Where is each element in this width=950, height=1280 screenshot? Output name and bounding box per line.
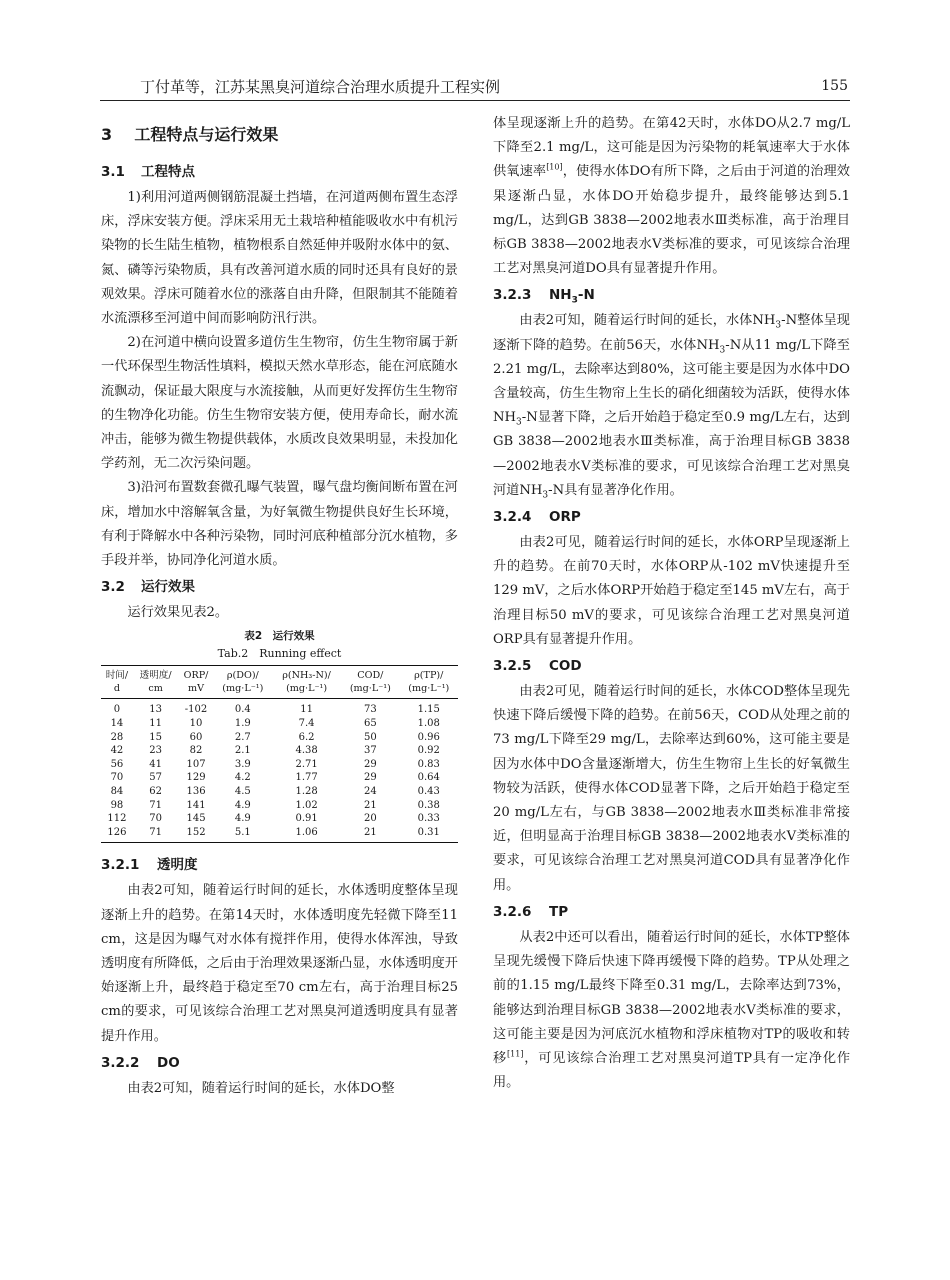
paragraph xyxy=(493,926,850,1095)
table-row xyxy=(101,717,458,731)
table-cell: 13 xyxy=(149,704,162,716)
table-cell: 2.1 xyxy=(234,745,251,757)
citation: [11] xyxy=(507,1049,524,1059)
table-cell: 4.5 xyxy=(234,786,251,798)
paragraph: 由表2可知，随着运行时间的延长，水体DO整 xyxy=(127,1080,395,1096)
paragraph xyxy=(493,112,850,281)
subsection-heading xyxy=(101,853,458,877)
table-cell: 28 xyxy=(110,731,124,743)
table-cell: 1.02 xyxy=(295,799,318,811)
table-cell: 71 xyxy=(149,799,162,811)
table-cell: 1.06 xyxy=(295,826,318,838)
citation: [10] xyxy=(546,163,563,173)
running-title: 丁付革等，江苏某黑臭河道综合治理水质提升工程实例 xyxy=(140,78,501,96)
column-header-line: 时间/ xyxy=(105,670,129,682)
subsection-number: 3.2.1 xyxy=(101,857,140,874)
subsection-heading xyxy=(101,160,458,184)
table-row xyxy=(101,758,458,772)
table-cell: 126 xyxy=(107,826,127,838)
table-cell: 98 xyxy=(110,799,124,811)
table-cell: 84 xyxy=(110,786,124,798)
table-cell: 29 xyxy=(363,758,377,770)
table-cell: 5.1 xyxy=(234,826,251,838)
table-cell: 41 xyxy=(149,758,162,770)
table-header-row xyxy=(101,666,458,699)
paragraph: 1)利用河道两侧钢筋混凝土挡墙，在河道两侧布置生态浮床，浮床安装方便。浮床采用无土栽培种植能吸收水中有机污染物的长生陆生植物，植物根系自然延伸并吸附水体中的氨、氮、磷等污染物质，具有改善河道水质的同时还具有良好的景观效果。浮床可随着水位的涨落自由升降，但限制其不能随着水流漂移至河道中间而影响防汛行洪。 xyxy=(101,190,458,327)
table-cell: 37 xyxy=(363,745,377,757)
table-cell: 65 xyxy=(363,718,377,730)
table-cell: 0.33 xyxy=(417,813,440,825)
table-row xyxy=(101,744,458,758)
right-column xyxy=(493,112,850,1095)
table-row xyxy=(101,826,458,843)
table-cell: 20 xyxy=(363,813,377,825)
table-cell: 0 xyxy=(113,704,121,716)
table-cell: 62 xyxy=(149,786,162,798)
text-run: -N从11 mg/L下降至2.21 mg/L，去除率达到80%，这可能主要是因为水体中DO含量较高，仿生生物帘上生长的硝化细菌较为活跃，使得水体NH xyxy=(493,337,850,426)
subsection-number: 3.2.5 xyxy=(493,658,532,675)
subsection-heading xyxy=(493,900,850,924)
subsection-title: 运行效果 xyxy=(141,579,195,596)
table-cell: 57 xyxy=(149,772,162,784)
text-run: -N xyxy=(577,287,595,304)
table-cell: 73 xyxy=(363,704,377,716)
table-cell: 29 xyxy=(363,772,377,784)
text-run: 由表2可知，随着运行时间的延长，水体NH xyxy=(519,313,776,329)
column-header xyxy=(272,666,341,699)
subsection-heading xyxy=(493,283,850,307)
column-header-line: (mg·L⁻¹) xyxy=(222,683,264,695)
subsection-heading xyxy=(101,575,458,599)
table-cell: 0.43 xyxy=(417,786,440,798)
column-header xyxy=(133,666,179,699)
table-cell: 129 xyxy=(186,772,206,784)
column-header-line: ρ(DO)/ xyxy=(226,670,259,682)
table-cell: 1.28 xyxy=(295,786,318,798)
subsection-heading xyxy=(101,1051,458,1075)
paragraph: 2)在河道中横向设置多道仿生生物帘，仿生生物帘属于新一代环保型生物活性填料，模拟天然水草形态，能在河底随水流飘动，保证最大限度与水流接触，从而更好发挥仿生生物帘的生物净化功能。仿生生物帘安装方便，使用寿命长，耐水流冲击，能够为微生物提供载体，水质改良效果明显，未投加化学药剂，无二次污染问题。 xyxy=(101,335,458,472)
table-cell: 1.9 xyxy=(234,718,251,730)
table-cell: 112 xyxy=(107,813,127,825)
column-header xyxy=(101,666,133,699)
table-body xyxy=(101,699,458,843)
running-effect-table xyxy=(101,665,458,843)
table-cell: 0.4 xyxy=(234,704,251,716)
table-cell: 107 xyxy=(186,758,206,770)
table-cell: 14 xyxy=(110,718,124,730)
table-cell: 1.15 xyxy=(417,704,440,716)
column-header-line: d xyxy=(113,683,121,695)
table-cell: 0.64 xyxy=(417,772,440,784)
section-title: 工程特点与运行效果 xyxy=(134,125,279,144)
column-header-line: (mg·L⁻¹) xyxy=(408,683,450,695)
text-run: NH xyxy=(549,287,572,304)
table-cell: 141 xyxy=(186,799,206,811)
column-header-line: 透明度/ xyxy=(139,670,172,682)
text-run: -N整体呈现逐渐下降的趋势。在前56天，水体NH xyxy=(493,313,850,353)
table-cell: 21 xyxy=(363,799,377,811)
table-cell: 4.9 xyxy=(234,799,251,811)
table-row xyxy=(101,799,458,813)
column-header-line: ρ(NH₃-N)/ xyxy=(282,670,331,682)
table-cell: 70 xyxy=(110,772,124,784)
table-cell: 60 xyxy=(189,731,203,743)
subscript: 3 xyxy=(516,417,522,428)
table-cell: 15 xyxy=(149,731,162,743)
column-header-line: (mg·L⁻¹) xyxy=(286,683,328,695)
table-cell: 145 xyxy=(186,813,206,825)
table-row xyxy=(101,731,458,745)
text-run: ，可见该综合治理工艺对黑臭河道TP具有一定净化作用。 xyxy=(493,1050,851,1091)
text-run: ，使得水体DO有所下降，之后由于河道的治理效果逐渐凸显，水体DO开始稳步提升，最终能够达到5.1 mg/L，达到GB 3838—2002地表水Ⅲ类标准，高于治理目标GB 3838—2002地表水Ⅴ类标准的要求，可见该综合治理工艺对黑臭河道DO具有显著提升作用。 xyxy=(493,164,850,277)
subsection-number: 3.2.6 xyxy=(493,903,532,920)
table-row xyxy=(101,812,458,826)
table-cell: 0.38 xyxy=(417,799,440,811)
table-cell: 10 xyxy=(189,718,203,730)
subsection-title: ORP xyxy=(549,509,581,526)
paragraph xyxy=(493,309,850,503)
subscript: 3 xyxy=(719,345,726,356)
subsection-title xyxy=(549,287,595,307)
table-cell: 4.2 xyxy=(234,772,251,784)
subscript: 3 xyxy=(542,490,549,501)
subsection-title: TP xyxy=(549,903,569,920)
column-header-line: ORP/ xyxy=(183,670,209,682)
page-number: 155 xyxy=(821,78,848,94)
subsection-title: 工程特点 xyxy=(141,164,195,180)
table-cell: 0.31 xyxy=(417,826,440,838)
table-cell: 24 xyxy=(363,786,377,798)
subscript: 3 xyxy=(571,296,578,307)
text-run: -N具有显著净化作用。 xyxy=(548,482,683,498)
text-run: 体呈现逐渐上升的趋势。在第42天时，水体DO从2.7 mg/L下降至2.1 mg/L，这可能是因为污染物的耗氧速率大于水体供氧速率 xyxy=(493,116,850,180)
paragraph: 由表2可见，随着运行时间的延长，水体COD整体呈现先快速下降后缓慢下降的趋势。在前56天，COD从处理之前的73 mg/L下降至29 mg/L，去除率达到60%，这可能主要是因为水体中DO含量逐渐增大，仿生生物帘上生长的好氧微生物较为活跃，使得水体COD显著下降，之后开始趋于稳定至20 mg/L左右，与GB 3838—2002地表水Ⅲ类标准非常接近，但明显高于治理目标GB 3838—2002地表水Ⅴ类标准的要求，可见该综合治理工艺对黑臭河道COD具有显著净化作用。 xyxy=(493,684,850,893)
table-cell: 1.08 xyxy=(417,718,440,730)
table-cell: 56 xyxy=(110,758,124,770)
table-cell: 82 xyxy=(189,745,203,757)
table-cell: 2.7 xyxy=(234,731,251,743)
table-cell: 42 xyxy=(110,745,124,757)
text-run: 从表2中还可以看出，随着运行时间的延长，水体TP整体呈现先缓慢下降后快速下降再缓慢下降的趋势。TP从处理之前的1.15 mg/L最终下降至0.31 mg/L，去除率达到73%，能够达到治理目标GB 3838—2002地表水Ⅴ类标准的要求，这可能主要是因为河底沉水植物和浮床植物对TP的吸收和转移 xyxy=(493,929,850,1066)
subsection-number: 3.2.2 xyxy=(101,1054,140,1071)
column-header-line: cm xyxy=(148,683,163,695)
table-cell: 4.38 xyxy=(295,745,318,757)
running-header xyxy=(100,74,850,101)
table-cell: 6.2 xyxy=(298,731,315,743)
paragraph: 运行效果见表2。 xyxy=(127,605,229,621)
table-cell: 3.9 xyxy=(234,758,251,770)
table-cell: 2.71 xyxy=(295,758,318,770)
column-header xyxy=(214,666,272,699)
subsection-number: 3.2.4 xyxy=(493,509,532,526)
table-cell: 11 xyxy=(149,718,162,730)
subsection-title: DO xyxy=(157,1054,180,1071)
table-row xyxy=(101,771,458,785)
table-cell: -102 xyxy=(184,704,208,716)
column-header-line: ρ(TP)/ xyxy=(414,670,444,682)
paragraph: 由表2可知，随着运行时间的延长，水体透明度整体呈现逐渐上升的趋势。在第14天时，水体透明度先轻微下降至11 cm，这是因为曝气对水体有搅拌作用，使得水体浑浊，导致透明度有所降低，之后由于治理效果逐渐凸显，水体透明度开始逐渐上升，最终趋于稳定至70 cm左右，高于治理目标25 cm的要求，可见该综合治理工艺对黑臭河道透明度具有显著提升作用。 xyxy=(101,883,458,1044)
column-header xyxy=(400,666,458,699)
paragraph: 由表2可见，随着运行时间的延长，水体ORP呈现逐渐上升的趋势。在前70天时，水体ORP从-102 mV快速提升至129 mV，之后水体ORP开始趋于稳定至145 mV左右，高于治理目标50 mV的要求，可见该综合治理工艺对黑臭河道ORP具有显著提升作用。 xyxy=(493,535,850,647)
table-row xyxy=(101,785,458,799)
subsection-heading xyxy=(493,505,850,529)
subsection-title: COD xyxy=(549,658,582,675)
table-cell: 21 xyxy=(363,826,377,838)
column-header xyxy=(178,666,213,699)
column-header-line: mV xyxy=(188,683,205,695)
subsection-title: 透明度 xyxy=(157,857,198,874)
table-row xyxy=(101,699,458,717)
table-cell: 4.9 xyxy=(234,813,251,825)
table-cell: 71 xyxy=(149,826,162,838)
section-heading xyxy=(101,122,458,148)
table-cell: 23 xyxy=(149,745,162,757)
column-header xyxy=(341,666,399,699)
table-cell: 0.91 xyxy=(295,813,318,825)
table-caption-cn: 表2 运行效果 xyxy=(244,630,315,643)
left-column xyxy=(101,112,458,1101)
subsection-number: 3.2.3 xyxy=(493,287,532,304)
table-cell: 0.92 xyxy=(417,745,440,757)
subscript: 3 xyxy=(775,321,782,332)
column-header-line: COD/ xyxy=(357,670,384,682)
section-number: 3 xyxy=(101,125,113,144)
subsection-heading xyxy=(493,654,850,678)
text-run: -N显著下降，之后开始趋于稳定至0.9 mg/L左右，达到GB 3838—2002地表水Ⅲ类标准，高于治理目标GB 3838—2002地表水Ⅴ类标准的要求，可见该综合治理工艺对黑臭河道NH xyxy=(493,410,850,498)
paragraph: 3)沿河布置数套微孔曝气装置，曝气盘均衡间断布置在河床，增加水中溶解氧含量，为好氧微生物提供良好生长环境，有利于降解水中各种污染物，同时河底种植部分沉水植物，多手段并举，协同净化河道水质。 xyxy=(101,480,458,569)
table-cell: 0.83 xyxy=(417,758,440,770)
subsection-number: 3.1 xyxy=(101,164,125,180)
table-cell: 136 xyxy=(186,786,206,798)
table-cell: 1.77 xyxy=(295,772,318,784)
table-cell: 50 xyxy=(363,731,377,743)
subsection-number: 3.2 xyxy=(101,579,125,596)
table-cell: 152 xyxy=(186,826,206,838)
table-cell: 70 xyxy=(149,813,162,825)
table-cell: 11 xyxy=(300,704,313,716)
column-header-line: (mg·L⁻¹) xyxy=(349,683,391,695)
table-cell: 0.96 xyxy=(417,731,440,743)
table-cell: 7.4 xyxy=(298,718,315,730)
table-caption-en: Tab.2 Running effect xyxy=(217,647,342,661)
